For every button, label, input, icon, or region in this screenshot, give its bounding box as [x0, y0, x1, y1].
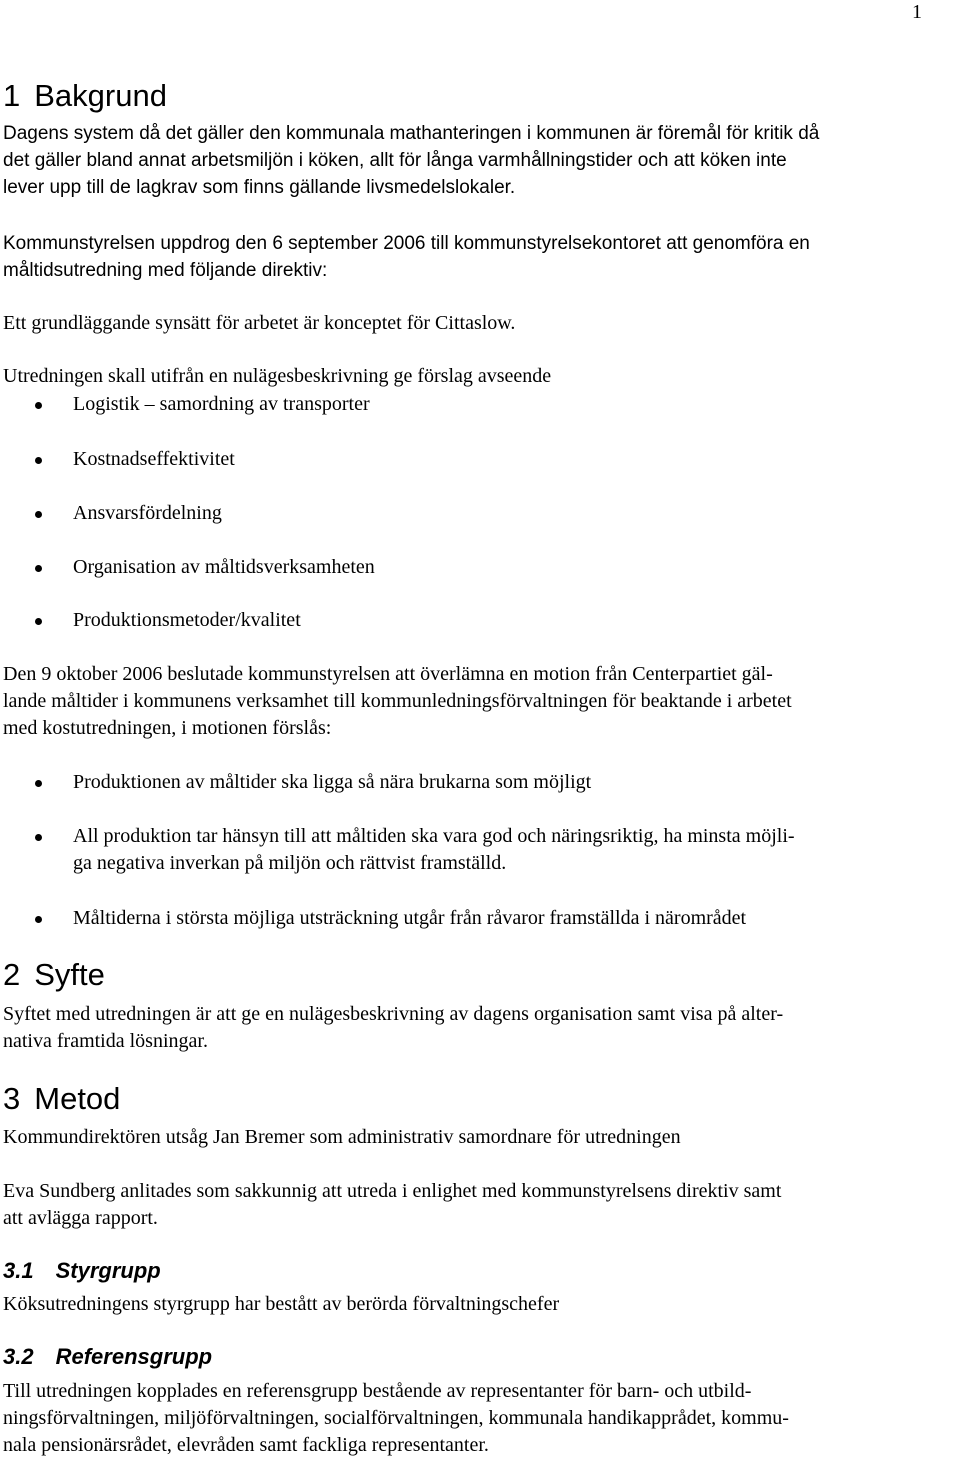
bullet-icon [35, 565, 42, 572]
paragraph-assignment [3, 230, 954, 284]
subsection-heading-styrgrupp [3, 1260, 161, 1282]
paragraph-background [3, 120, 954, 201]
subsection-title: Referensgrupp [55, 1344, 213, 1369]
section-heading-bakgrund [3, 80, 167, 111]
bullet-icon [35, 780, 42, 787]
section-title: Bakgrund [34, 78, 167, 113]
paragraph-steering-group [3, 1291, 954, 1318]
bullet-icon [35, 511, 42, 518]
text-line: nativa framtida lösningar. [3, 1030, 208, 1052]
text-line: Ett grundläggande synsätt för arbetet är konceptet för Cittaslow. [3, 312, 516, 334]
text-line: Den 9 oktober 2006 beslutade kommunstyrelsen att överlämna en motion från Centerpartiet gäl- [3, 663, 773, 685]
paragraph-coordinator [3, 1124, 954, 1151]
section-heading-syfte [3, 959, 105, 990]
text-line: ningsförvaltningen, miljöförvaltningen, socialförvaltningen, kommunala handikapprådet, kommu- [3, 1407, 789, 1429]
section-title: Metod [34, 1081, 121, 1116]
text-line: nala pensionärsrådet, elevråden samt fackliga representanter. [3, 1434, 489, 1456]
text-line: Köksutredningens styrgrupp har bestått av berörda förvaltningschefer [3, 1293, 560, 1315]
subsection-heading-referensgrupp [3, 1346, 212, 1368]
paragraph-motion [3, 661, 954, 742]
bullet-icon [35, 402, 42, 409]
section-heading-metod [3, 1083, 120, 1114]
paragraph-investigation [3, 363, 954, 390]
text-line: Utredningen skall utifrån en nulägesbeskrivning ge förslag avseende [3, 365, 552, 387]
text-line: Kommundirektören utsåg Jan Bremer som administrativ samordnare för utredningen [3, 1126, 681, 1148]
text-line: det gäller bland annat arbetsmiljön i köken, allt för långa varmhållningstider och att köken inte [3, 150, 787, 171]
page-number: 1 [912, 1, 922, 23]
text-line: Kommunstyrelsen uppdrog den 6 september 2006 till kommunstyrelsekontoret att genomföra en [3, 233, 810, 254]
text-line: Till utredningen kopplades en referensgrupp bestående av representanter för barn- och utbild- [3, 1380, 752, 1402]
section-number: 2 [3, 957, 21, 992]
bullet-icon [35, 834, 42, 841]
text-line: Syftet med utredningen är att ge en nulägesbeskrivning av dagens organisation samt visa på alter- [3, 1003, 784, 1025]
subsection-number: 3.1 [3, 1258, 34, 1283]
bullet-icon [35, 457, 42, 464]
text-line: måltidsutredning med följande direktiv: [3, 260, 328, 281]
text-line: Eva Sundberg anlitades som sakkunnig att utreda i enlighet med kommunstyrelsens direktiv samt [3, 1180, 782, 1202]
paragraph-reference-group [3, 1378, 954, 1459]
paragraph-purpose [3, 1001, 954, 1055]
paragraph-expert [3, 1178, 954, 1232]
bullet-icon [35, 618, 42, 625]
section-number: 1 [3, 78, 21, 113]
subsection-title: Styrgrupp [55, 1258, 161, 1283]
section-number: 3 [3, 1081, 21, 1116]
section-title: Syfte [34, 957, 105, 992]
text-line: lande måltider i kommunens verksamhet till kommunledningsförvaltningen för beaktande i arbetet [3, 690, 792, 712]
subsection-number: 3.2 [3, 1344, 34, 1369]
text-line: lever upp till de lagkrav som finns gällande livsmedelslokaler. [3, 177, 516, 198]
text-line: Dagens system då det gäller den kommunala mathanteringen i kommunen är föremål för kritik då [3, 123, 820, 144]
bullet-icon [35, 916, 42, 923]
text-line: med kostutredningen, i motionen förslås: [3, 717, 332, 739]
paragraph-cittaslow [3, 310, 954, 337]
text-line: att avlägga rapport. [3, 1207, 158, 1229]
